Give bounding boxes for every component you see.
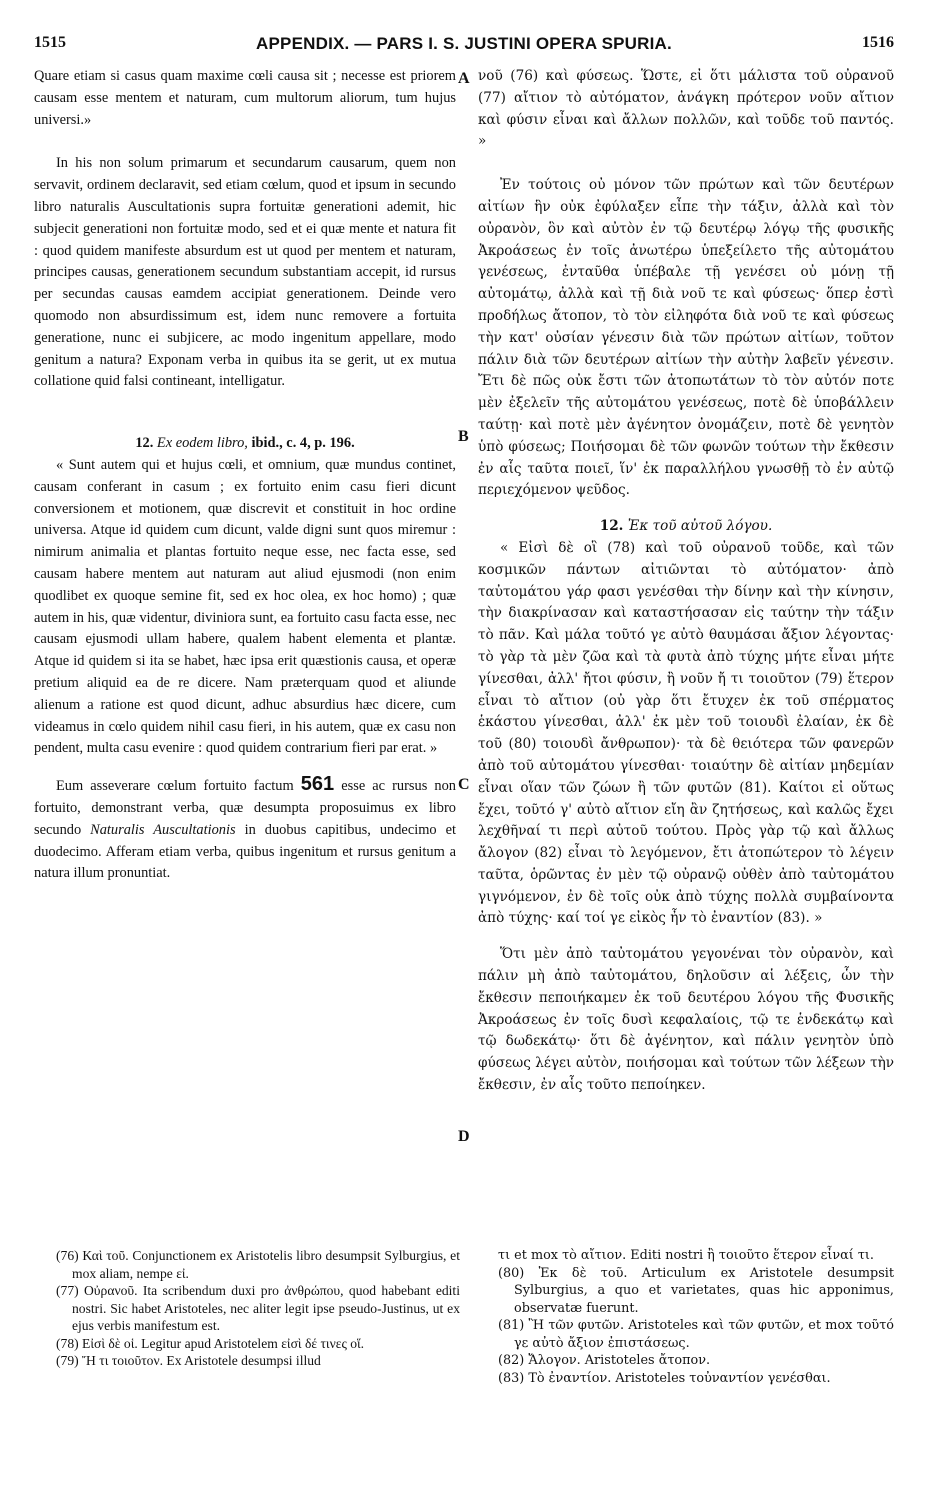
margin-letter-c: C	[458, 776, 470, 793]
greek-paragraph-3: « Εἰσὶ δὲ οἳ (78) καὶ τοῦ οὐρανοῦ τοῦδε, καὶ τῶν κοσμικῶν πάντων αἰτιῶνται τὸ αὐτόματον· ἀπὸ ταὐτομάτου γάρ φασι γενέσθαι τὴν δίνην καὶ τὴν κίνησιν, τὴν διακρίνασαν καὶ καταστήσασαν εἰς ταύτην τὴν τάξιν τὸ πᾶν. Καὶ μάλα τοῦτό γε αὐτὸ θαυμάσαι ἄξιον λέγοντας· τὸ γὰρ τὰ μὲν ζῶα καὶ τὰ φυτὰ ἀπὸ τύχης μήτε εἶναι μήτε γίνεσθαι, ἀλλ' ἤτοι φύσιν, ἢ νοῦν ἤ τι τοιοῦτον (79) ἕτερον εἶναι τὸ αἴτιον (οὐ γὰρ ὅτι ἔτυχεν ἐκ τοῦ σπέρματος ἑκάστου γίνεσθαι, ἀλλ' ἐκ μὲν τοῦ τοιουδὶ ἐλαίαν, ἐκ δὲ τοῦ (80) τοιουδὶ ἄνθρωπον)· τὰ δὲ θειότερα τῶν φανερῶν ἀπὸ τοῦ αὐτομάτου γίνεσθαι· τοιαύτην δὲ αἰτίαν μηδεμίαν εἶναι οἵαν τῶν ζώων ἢ τῶν φυτῶν (81). Καίτοι εἰ οὕτως ἔχει, τοῦτό γ' αὐτὸ αἴτιον εἴη ἂν ζητήσεως, καὶ καλῶς ἔχει λεχθῆναί τι περὶ αὐτοῦ τούτου. Πρὸς γὰρ τῷ καὶ ἄλλως ἄλογον (82) εἶναι τὸ λεγόμενον, ἔτι ἀτοπώτερον τὸ λέγειν ταῦτα, ὁρῶντας ἐν μὲν τῷ οὐρανῷ οὐθὲν ἀπὸ ταὐτομάτου γιγνόμενον, ἐν δὲ τοῖς οὐκ ἀπὸ τύχης πολλὰ συμβαίνοντα ἀπὸ τύχης· καί τοί γε εἰκὸς ἦν τὸ ἐναντίον (83). »	[478, 539, 894, 927]
latin-section-heading	[34, 433, 456, 455]
footnote-82: (82) Ἄλογον. Aristoteles ἄτοπον.	[498, 1353, 711, 1368]
greek-paragraph-1: νοῦ (76) καὶ φύσεως. Ὥστε, εἰ ὅτι μάλιστα τοῦ οὐρανοῦ (77) αἴτιον τὸ αὐτόματον, ἀνάγκη πρότερον νοῦν αἴτιον καὶ φύσιν εἶναι καὶ ἄλλων πολλῶν, καὶ τοῦδε τοῦ παντός. »	[478, 68, 894, 150]
page-number-right: 1516	[862, 34, 894, 51]
greek-paragraph-2: Ἐν τούτοις οὐ μόνον τῶν πρώτων καὶ τῶν δευτέρων αἰτίων ἣν οὐκ ἐφύλαξεν εἶπε τὴν τάξιν, ἀλλὰ καὶ τὸν οὐρανὸν, ὃν καὶ αὐτὸν ἐν τῷ δευτέρῳ λόγῳ τῆς φυσικῆς Ἀκροάσεως ἐν τοῖς ἀνωτέρω ὑπεξείλετο τῆς αὐτομάτου γενέσεως, ἐνταῦθα ὑπέβαλε τῇ γενέσει οὐ μόνῃ τῇ αὐτομάτῳ, ἀλλὰ καὶ τῇ διὰ νοῦ τε καὶ φύσεως· ὅπερ ἐστὶ προδήλως ἄτοπον, τὸ τὸν εἰληφότα διὰ νοῦ τε καὶ φύσεως τὴν κατ' οὐσίαν γένεσιν διὰ τῶν πρώτων αἰτίων, τοῦτον πάλιν διὰ τῶν δευτέρων αἰτίων τὴν αὐτὴν λαβεῖν γένεσιν. Ἔτι δὲ πῶς οὐκ ἔστι τῶν ἀτοπωτάτων τὸ τὸν αὐτόν ποτε μὲν ἐξελεῖν τῆς αὐτομάτου γενέσεως, ποτὲ δὲ ὑποβάλλειν ταύτῃ· καὶ ποτὲ μὲν ἀγένητον ὀνομάζειν, ποτὲ δὲ γενητὸν ὑπὸ φύσεως; Ποιήσομαι δὲ τῶν φωνῶν τούτων τὴν ἔκθεσιν ἐν αἷς ταῦτα ποιεῖ, ἵν' ἐκ παραλλήλου γνωσθῇ τὸ ἐν αὐτῷ περιεχόμενον ψεῦδος.	[478, 177, 894, 499]
footnote-77: (77) Οὐρανοῦ. Ita scribendum duxi pro ἀνθρώπου, quod habebant editi nostri. Sic habet Aristoteles, nec aliter legit ipse pseudo-Justinus, ut ex ejus verbis manifestum est.	[56, 1283, 460, 1333]
greek-paragraph-4: Ὅτι μὲν ἀπὸ ταὐτομάτου γεγονέναι τὸν οὐρανὸν, καὶ πάλιν μὴ ἀπὸ ταὐτομάτου, δηλοῦσιν αἱ λέξεις, ὧν τὴν ἔκθεσιν πεποιήκαμεν ἐκ τοῦ δευτέρου λόγου τῆς Φυσικῆς Ἀκροάσεως ἐν τοῖς δυσὶ κεφαλαίοις, τῷ τε ἑνδεκάτῳ καὶ τῷ δωδεκάτῳ· ὅτι δὲ ἀγένητον, καὶ πάλιν γενητὸν ὑπὸ φύσεως λέγει αὐτὸν, ποιήσομαι καὶ τούτων τῶν λέξεων τὴν ἔκθεσιν, ἐν αἷς τοῦτο πεποίηκεν.	[478, 946, 894, 1094]
footnote-78: (78) Εἰσὶ δὲ οἱ. Legitur apud Aristotelem εἰσὶ δέ τινες οἵ.	[56, 1335, 365, 1351]
latin-section-title: Ex eodem libro,	[156, 435, 248, 452]
latin-p4-text-c: in duobus capitibus, undecimo et duodecimo. Afferam etiam verba, quibus ingenitum et rursus genitum a natura illum pronuntiat.	[34, 821, 456, 882]
footnote-80: (80) Ἐκ δὲ τοῦ. Articulum ex Aristotele desumpsit Sylburgius, a quo et varietates, quas hic apponimus, observatæ fuerunt.	[498, 1265, 894, 1316]
greek-section-heading	[478, 516, 894, 538]
latin-p4-italic: Naturalis Auscultationis	[90, 821, 236, 838]
latin-paragraph-3: « Sunt autem qui et hujus cœli, et omnium, quæ mundus continet, causam conferant in casum ; ex fortuito enim casu fieri dicunt conversionem et motionem, quæ discrevit et constituit in hoc ordine universa. Atque id quidem cum dicunt, valde digni sunt quos miremur : nimirum animalia et plantas fortuito neque esse, nec facta esse, sed causam habere mentem aut naturam aut aliud ejusmodi (non enim quodlibet ex quoque semine fit, sed ex hoc olea, ex hoc homo) ; quæ autem in his, quæ videntur, diviniora sunt, ea fortuito casu facta esse, nec causam ejusmodi ullam habere, qualem habent elementa et plantæ. Atque id quidem si ita se habet, hæc ipsa erit quæstionis causa, et operæ pretium aliquid ea de re dicere. Nam præterquam quod et aliunde alienum a ratione est quod dicunt, adhuc absurdius hæc dicere, cum videamus in cœlo quidem nihil casu fieri, in his autem, quæ ex casu non pendent, multa casu evenire : quod quidem contrarium fieri par erat. »	[34, 456, 456, 757]
footnote-79-continued: τι et mox τὸ αἴτιον. Editi nostri ἢ τοιοῦτο ἕτερον εἶναί τι.	[498, 1248, 875, 1263]
footnotes-right	[498, 1247, 894, 1387]
margin-letter-b: B	[458, 428, 469, 445]
column-number: 561	[300, 773, 335, 796]
greek-section-title: Ἐκ τοῦ αὐτοῦ λόγου.	[627, 518, 773, 535]
latin-p4-text-b: esse ac rursus non fortuito, demonstrant verba, quæ desumpta proposuimus ex libro secundo	[34, 778, 456, 838]
page-header	[34, 34, 894, 58]
latin-paragraph-1: Quare etiam si casus quam maxime cœli causa sit ; necesse est priorem causam esse mentem et naturam, cum multorum aliorum, tum hujus universi.»	[34, 68, 456, 128]
running-title: APPENDIX. — PARS I. S. JUSTINI OPERA SPURIA.	[256, 34, 672, 53]
footnote-76: (76) Καὶ τοῦ. Conjunctionem ex Aristotelis libro desumpsit Sylburgius, et mox aliam, nempe εἰ.	[56, 1248, 460, 1281]
greek-section-number: 12.	[599, 518, 624, 535]
page-number-left: 1515	[34, 34, 66, 51]
footnote-83: (83) Τὸ ἐναντίον. Aristoteles τοὐναντίον γενέσθαι.	[498, 1370, 831, 1386]
footnote-79: (79) Ἤ τι τοιοῦτον. Ex Aristotele desumpsi illud	[56, 1353, 321, 1368]
greek-column	[478, 66, 894, 1097]
margin-letter-a: A	[458, 70, 470, 87]
latin-section-number: 12.	[135, 435, 154, 452]
latin-paragraph-4	[34, 774, 456, 885]
footnotes-left	[56, 1247, 460, 1370]
footnote-81: (81) Ἢ τῶν φυτῶν. Aristoteles καὶ τῶν φυτῶν, et mox τοῦτό γε αὐτὸ ἄξιον ἐπιστάσεως.	[498, 1318, 894, 1351]
latin-section-ref: ibid., c. 4, p. 196.	[251, 435, 355, 452]
latin-column	[34, 66, 456, 885]
latin-paragraph-2: In his non solum primarum et secundarum causarum, quem non servavit, ordinem declaravit, sed etiam cœlum, quod et ipsum in secundo libro naturalis Auscultationis supra fortuitæ generationi ademit, hic subjecit generationi non fortuitæ modo, sed et ei quæ mente et natura fit : quod quidem manifeste absurdum est ut quod per mentem et naturam, principes causas, generationem secundum substantiam accepit, id rursus per secundas causas eamdem accipiat generationem. Deinde vero quomodo non absurdissimum est, idem nunc removere a fortuita generatione, nunc ei subjicere, ac modo ingenitum appellare, modo genitum a natura? Exponam verba in quibus ita se gerit, ut ex mutua collatione quid falsi contineant, intelligatur.	[34, 155, 456, 390]
latin-p4-text-a: Eum asseverare cœlum fortuito factum	[56, 778, 294, 795]
margin-letter-d: D	[458, 1128, 470, 1145]
